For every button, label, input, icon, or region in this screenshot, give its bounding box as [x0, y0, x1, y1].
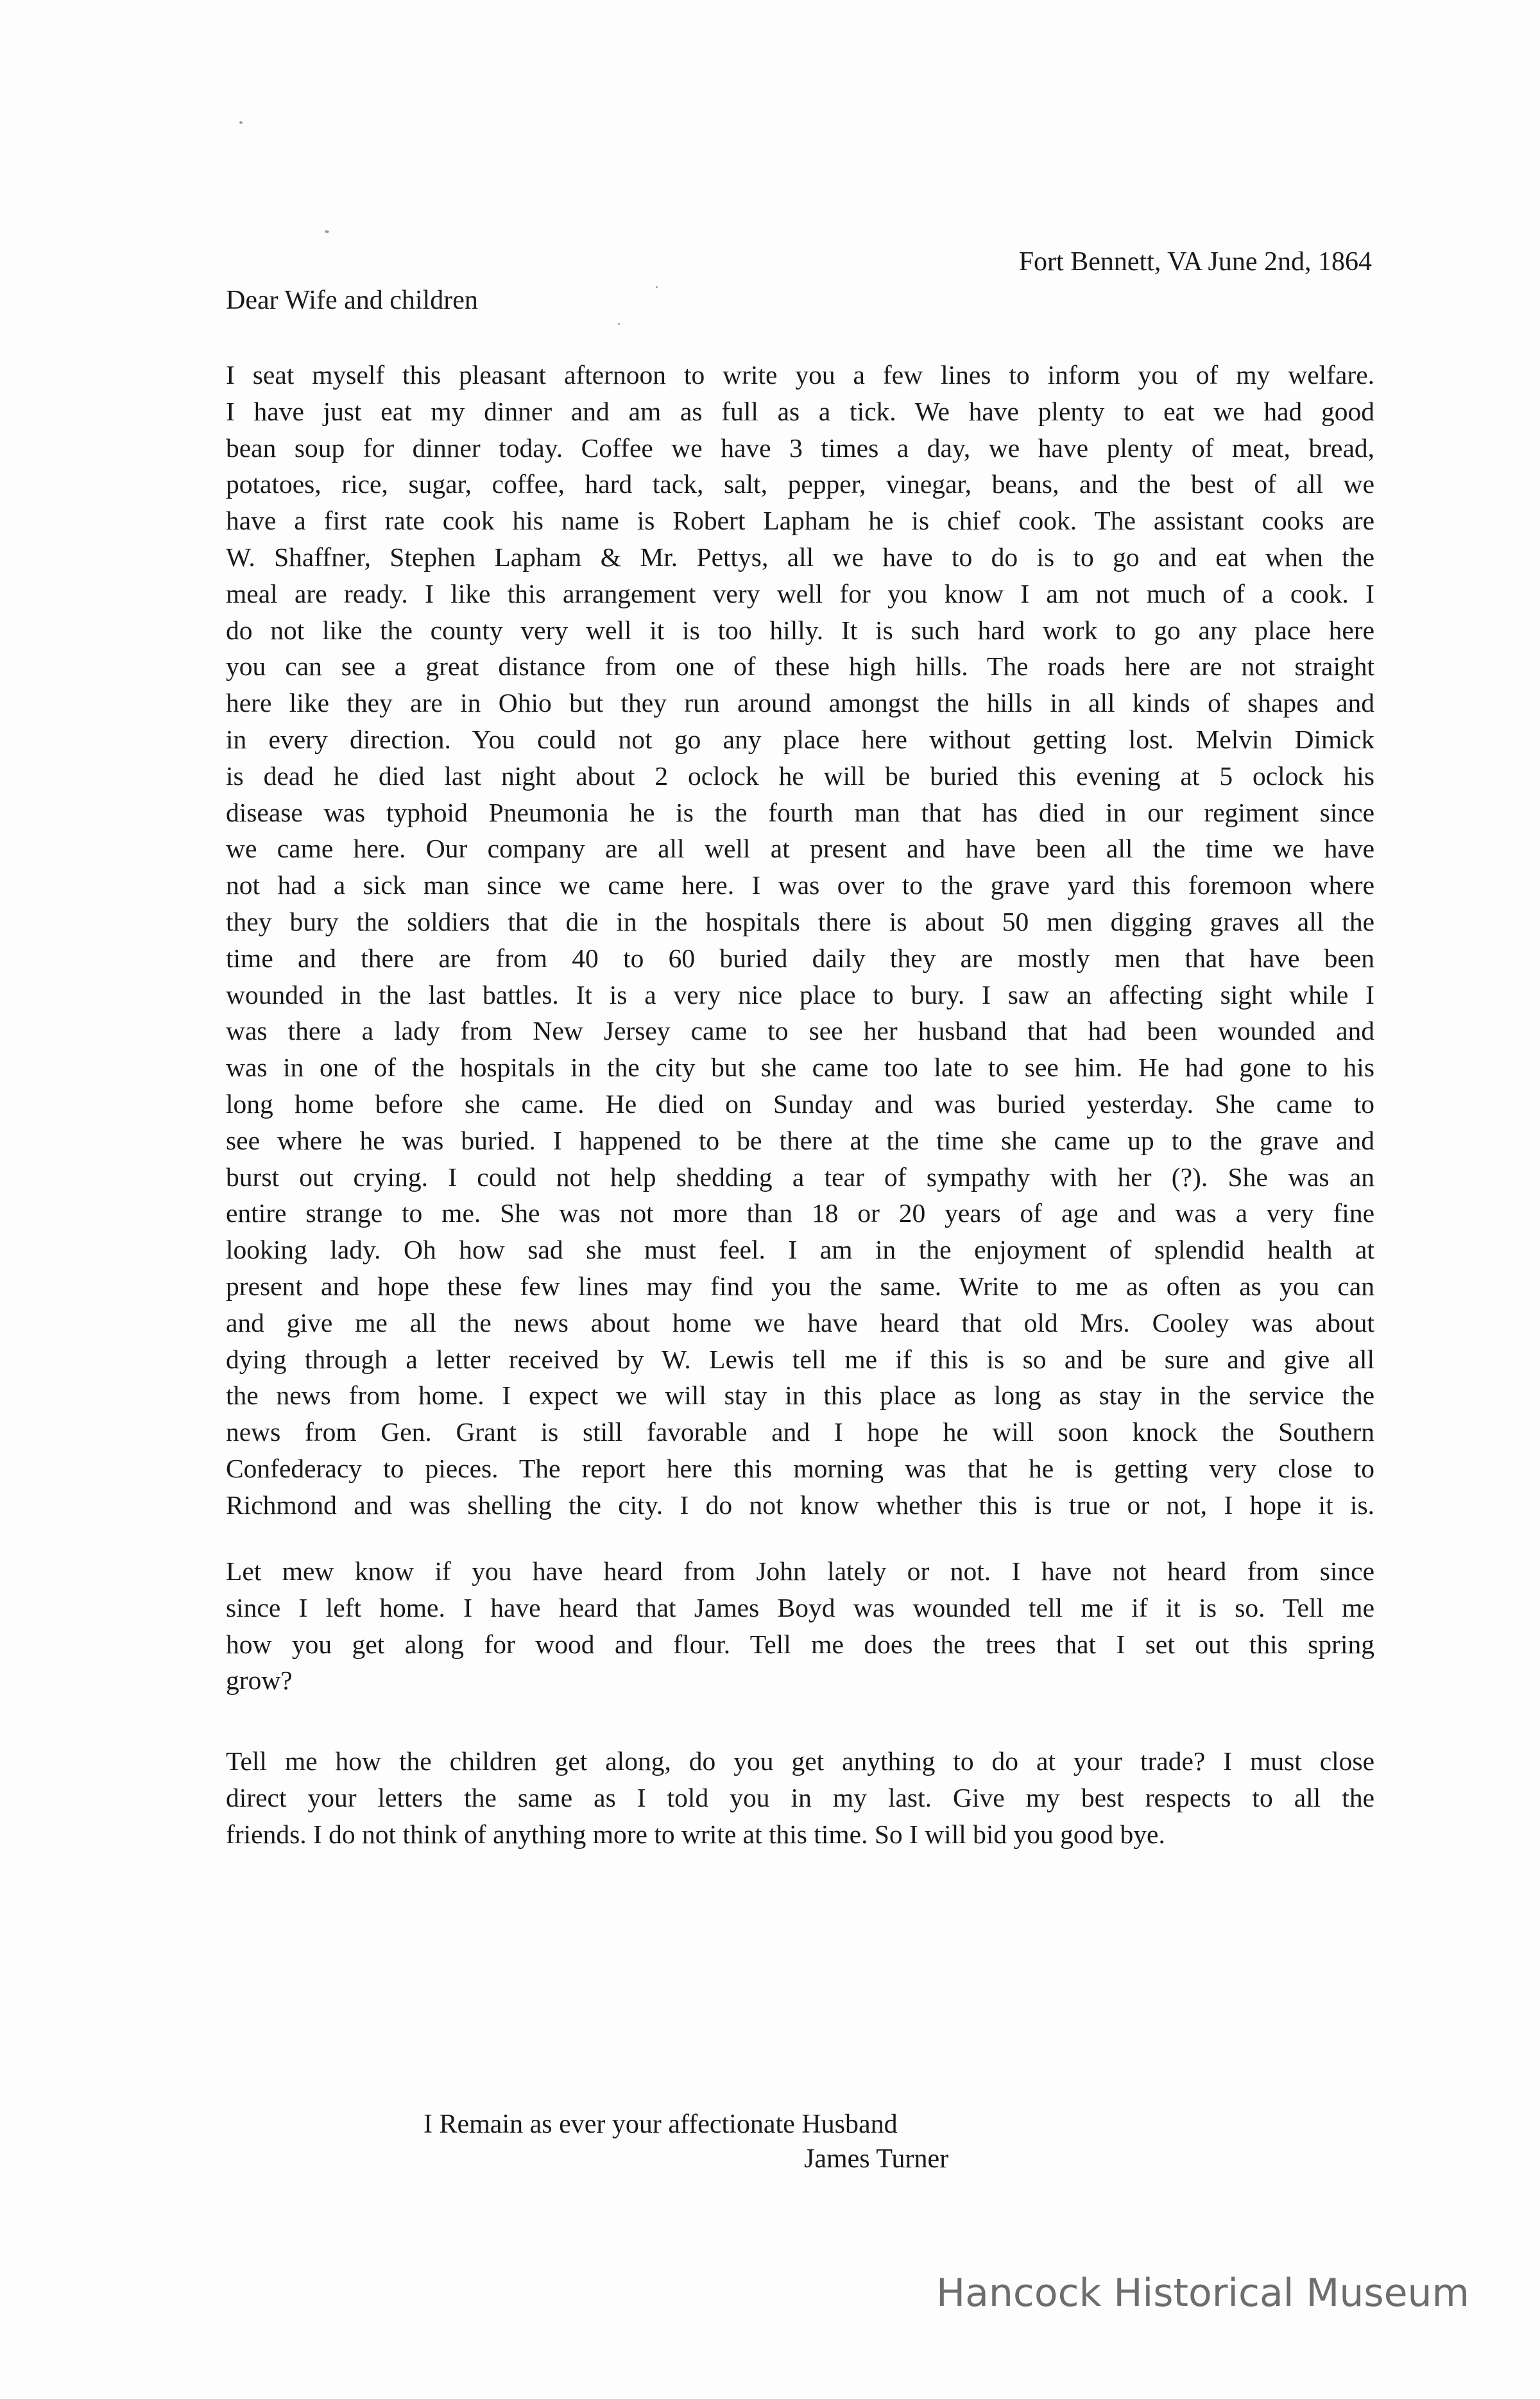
text-line: disease was typhoid Pneumonia he is the fourth man that has died in our regiment since — [226, 797, 1374, 827]
text-line: here like they are in Ohio but they run around amongst the hills in all kinds of shapes and — [226, 688, 1374, 718]
text-line: news from Gen. Grant is still favorable and I hope he will soon knock the Southern — [226, 1417, 1374, 1447]
text-line: and give me all the news about home we have heard that old Mrs. Cooley was about — [226, 1307, 1374, 1337]
text-line: direct your letters the same as I told you in my last. Give my best respects to all the — [226, 1782, 1374, 1812]
text-line: how you get along for wood and flour. Tell me does the trees that I set out this spring — [226, 1629, 1374, 1659]
text-line: time and there are from 40 to 60 buried daily they are mostly men that have been — [226, 943, 1374, 973]
text-line: we came here. Our company are all well at present and have been all the time we have — [226, 834, 1374, 864]
text-line: I seat myself this pleasant afternoon to write you a few lines to inform you of my welfare. — [226, 360, 1374, 390]
text-line: see where he was buried. I happened to be there at the time she came up to the grave and — [226, 1125, 1374, 1155]
text-line: the news from home. I expect we will stay in this place as long as stay in the service the — [226, 1380, 1374, 1411]
text-line: Let mew know if you have heard from John lately or not. I have not heard from since — [226, 1556, 1374, 1586]
letter-paragraph-2 — [226, 1553, 1374, 1699]
text-line: potatoes, rice, sugar, coffee, hard tack, salt, pepper, vinegar, beans, and the best of all we — [226, 469, 1374, 499]
text-line: have a first rate cook his name is Robert Lapham he is chief cook. The assistant cooks are — [226, 506, 1374, 536]
scan-speck — [656, 286, 658, 288]
text-line: since I left home. I have heard that James Boyd was wounded tell me if it is so. Tell me — [226, 1592, 1374, 1622]
text-line: do not like the county very well it is too hilly. It is such hard work to go any place here — [226, 615, 1374, 645]
text-line: friends. I do not think of anything more to write at this time. So I will bid you good bye. — [226, 1819, 1165, 1849]
text-line: W. Shaffner, Stephen Lapham & Mr. Pettys, all we have to do is to go and eat when the — [226, 542, 1374, 572]
text-line: meal are ready. I like this arrangement very well for you know I am not much of a cook. I — [226, 578, 1374, 608]
text-line: I have just eat my dinner and am as full as a tick. We have plenty to eat we had good — [226, 396, 1374, 426]
text-line: Richmond and was shelling the city. I do not know whether this is true or not, I hope it is. — [226, 1490, 1374, 1520]
text-line: Confederacy to pieces. The report here this morning was that he is getting very close to — [226, 1453, 1374, 1483]
text-line: burst out crying. I could not help shedding a tear of sympathy with her (?). She was an — [226, 1162, 1374, 1192]
text-line: is dead he died last night about 2 oclock he will be buried this evening at 5 oclock his — [226, 761, 1374, 791]
text-line: present and hope these few lines may find you the same. Write to me as often as you can — [226, 1271, 1374, 1301]
text-line: not had a sick man since we came here. I was over to the grave yard this foremoon where — [226, 870, 1374, 900]
letter-paragraph-3 — [226, 1743, 1374, 1852]
museum-watermark: Hancock Historical Museum — [936, 2271, 1469, 2316]
letter-paragraph-1 — [226, 357, 1374, 1524]
letter-closing: I Remain as ever your affectionate Husband — [424, 2110, 898, 2139]
text-line: entire strange to me. She was not more than 18 or 20 years of age and was a very fine — [226, 1198, 1374, 1228]
letter-signature: James Turner — [804, 2144, 949, 2174]
scan-speck — [325, 230, 329, 233]
text-line: you can see a great distance from one of these high hills. The roads here are not straight — [226, 651, 1374, 682]
scan-speck — [618, 323, 620, 325]
text-line: was there a lady from New Jersey came to see her husband that had been wounded and — [226, 1016, 1374, 1046]
text-line: bean soup for dinner today. Coffee we have 3 times a day, we have plenty of meat, bread, — [226, 433, 1374, 463]
letter-dateline: Fort Bennett, VA June 2nd, 1864 — [1018, 247, 1372, 277]
letter-salutation: Dear Wife and children — [226, 286, 478, 315]
text-line: Tell me how the children get along, do you get anything to do at your trade? I must close — [226, 1746, 1374, 1776]
text-line: they bury the soldiers that die in the hospitals there is about 50 men digging graves all the — [226, 906, 1374, 936]
scan-speck — [239, 121, 243, 124]
text-line: was in one of the hospitals in the city but she came too late to see him. He had gone to his — [226, 1053, 1374, 1083]
text-line: long home before she came. He died on Sunday and was buried yesterday. She came to — [226, 1088, 1374, 1119]
text-line: grow? — [226, 1665, 293, 1696]
text-line: wounded in the last battles. It is a very nice place to bury. I saw an affecting sight while I — [226, 979, 1374, 1010]
text-line: in every direction. You could not go any place here without getting lost. Melvin Dimick — [226, 724, 1374, 754]
text-line: dying through a letter received by W. Lewis tell me if this is so and be sure and give all — [226, 1344, 1374, 1374]
text-line: looking lady. Oh how sad she must feel. I am in the enjoyment of splendid health at — [226, 1235, 1374, 1265]
